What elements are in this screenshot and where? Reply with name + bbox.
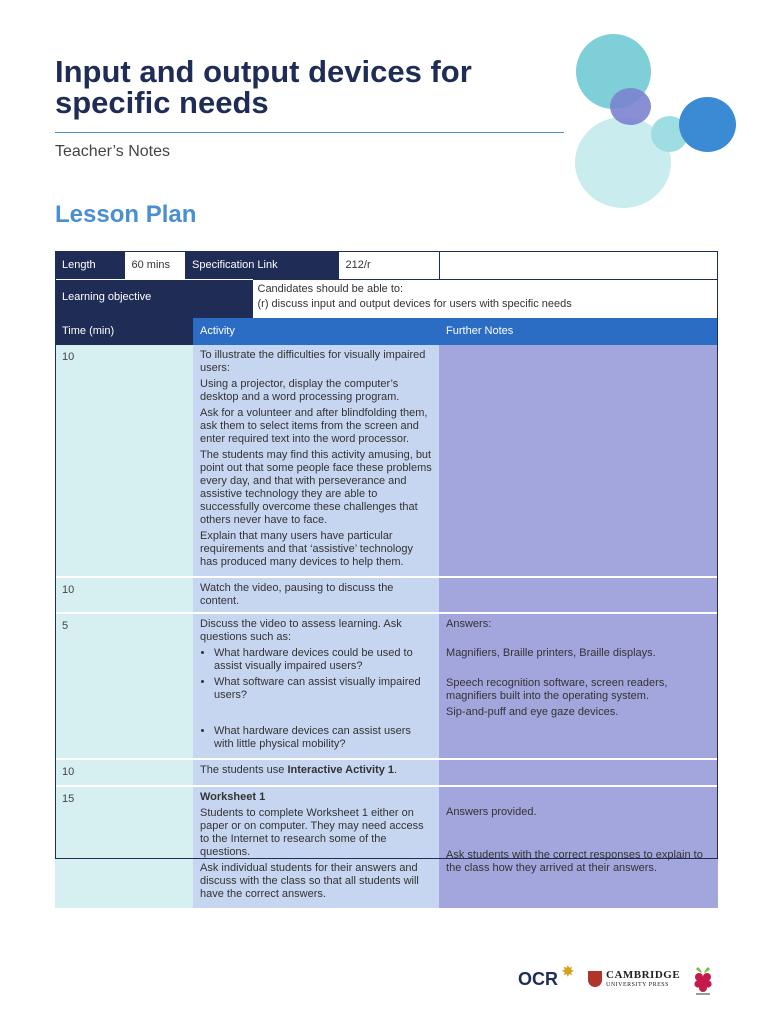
notes-paragraph: Speech recognition software, screen readers, magnifiers built into the operating system. [446, 677, 668, 702]
notes-paragraph: Answers: [446, 618, 492, 630]
decorative-circle-purple [610, 88, 651, 125]
notes-paragraph: Ask students with the correct responses to explain to the class how they arrived at their answers. [446, 849, 703, 874]
table-row [55, 577, 718, 613]
list-item: • What hardware devices can assist users with little physical mobility? [214, 725, 432, 751]
activity-cell [193, 345, 439, 577]
notes-paragraph: Magnifiers, Braille printers, Braille displays. [446, 647, 656, 659]
notes-cell [439, 786, 718, 908]
activity-cell: Watch the video, pausing to discuss the content. [193, 577, 439, 613]
activity-paragraph: Using a projector, display the computer’s desktop and a word processing program. [200, 378, 400, 403]
activity-cell [193, 613, 439, 759]
title-divider [55, 132, 564, 133]
column-header-time: Time (min) [55, 318, 193, 345]
table-header-row [55, 318, 718, 345]
table-row [55, 613, 718, 759]
activity-cell: The students use Interactive Activity 1. [193, 759, 439, 786]
spec-link-value: 212/r [338, 252, 439, 279]
list-item: • What hardware devices could be used to assist visually impaired users? [214, 647, 432, 673]
spec-link-label: Specification Link [185, 252, 338, 279]
notes-cell [439, 577, 718, 613]
page-title: Input and output devices for specific needs [55, 54, 472, 120]
time-cell: 10 [55, 759, 193, 786]
notes-cell [439, 613, 718, 759]
length-value: 60 mins [125, 252, 185, 279]
cambridge-logo: CAMBRIDGE UNIVERSITY PRESS [606, 969, 681, 988]
activity-paragraph: Discuss the video to assess learning. Ask questions such as: [200, 618, 402, 643]
objective-line-1: Candidates should be able to: [257, 282, 404, 295]
notes-paragraph: Sip-and-puff and eye gaze devices. [446, 706, 619, 718]
time-cell: 10 [55, 345, 193, 577]
notes-paragraph: Answers provided. [446, 806, 537, 818]
activity-paragraph: The students may find this activity amusing, but point out that some people face these problems every day, and that with perseverance and assistive technology they are able to successfully overcome these challenges that others never have to face. [200, 449, 432, 526]
activity-paragraph: Students to complete Worksheet 1 either on paper or on computer. They may need access to the Internet to research some of the questions. [200, 807, 424, 858]
activity-paragraph: To illustrate the difficulties for visually impaired users: [200, 349, 426, 374]
table-row [55, 345, 718, 577]
lesson-plan-table [55, 252, 718, 908]
time-cell: 5 [55, 613, 193, 759]
learning-objective-label: Learning objective [55, 279, 252, 318]
time-cell: 15 [55, 786, 193, 908]
activity-paragraph: Ask for a volunteer and after blindfolding them, ask them to select items from the screen and enter required text into the word processor. [200, 407, 428, 445]
activity-cell [193, 786, 439, 908]
table-row [55, 279, 718, 318]
activity-paragraph: Explain that many users have particular requirements and that ‘assistive’ technology has produced many devices to help them. [200, 530, 413, 568]
table-row [55, 786, 718, 908]
decorative-circle-blue [679, 97, 736, 152]
worksheet-heading: Worksheet 1 [200, 791, 266, 803]
ocr-logo: OCR ✸ [518, 963, 574, 989]
table-row [55, 252, 718, 279]
section-heading: Lesson Plan [55, 201, 197, 228]
column-header-notes: Further Notes [439, 318, 718, 345]
notes-cell [439, 345, 718, 577]
time-cell: 10 [55, 577, 193, 613]
column-header-activity: Activity [193, 318, 439, 345]
question-list [200, 647, 432, 751]
raspberry-pi-icon [690, 964, 716, 996]
objective-line-2: (r) discuss input and output devices for users with specific needs [257, 297, 572, 310]
table-row [55, 759, 718, 786]
learning-objective-text [252, 279, 718, 318]
activity-paragraph: Ask individual students for their answers and discuss with the class so that all students will have the correct answers. [200, 862, 419, 900]
notes-cell [439, 759, 718, 786]
star-icon: ✸ [562, 963, 574, 979]
interactive-activity-link: Interactive Activity 1 [287, 764, 395, 776]
list-item: • What software can assist visually impaired users? [214, 676, 432, 702]
page-subtitle: Teacher’s Notes [55, 143, 171, 160]
cambridge-shield-icon [588, 971, 602, 987]
length-label: Length [55, 252, 125, 279]
